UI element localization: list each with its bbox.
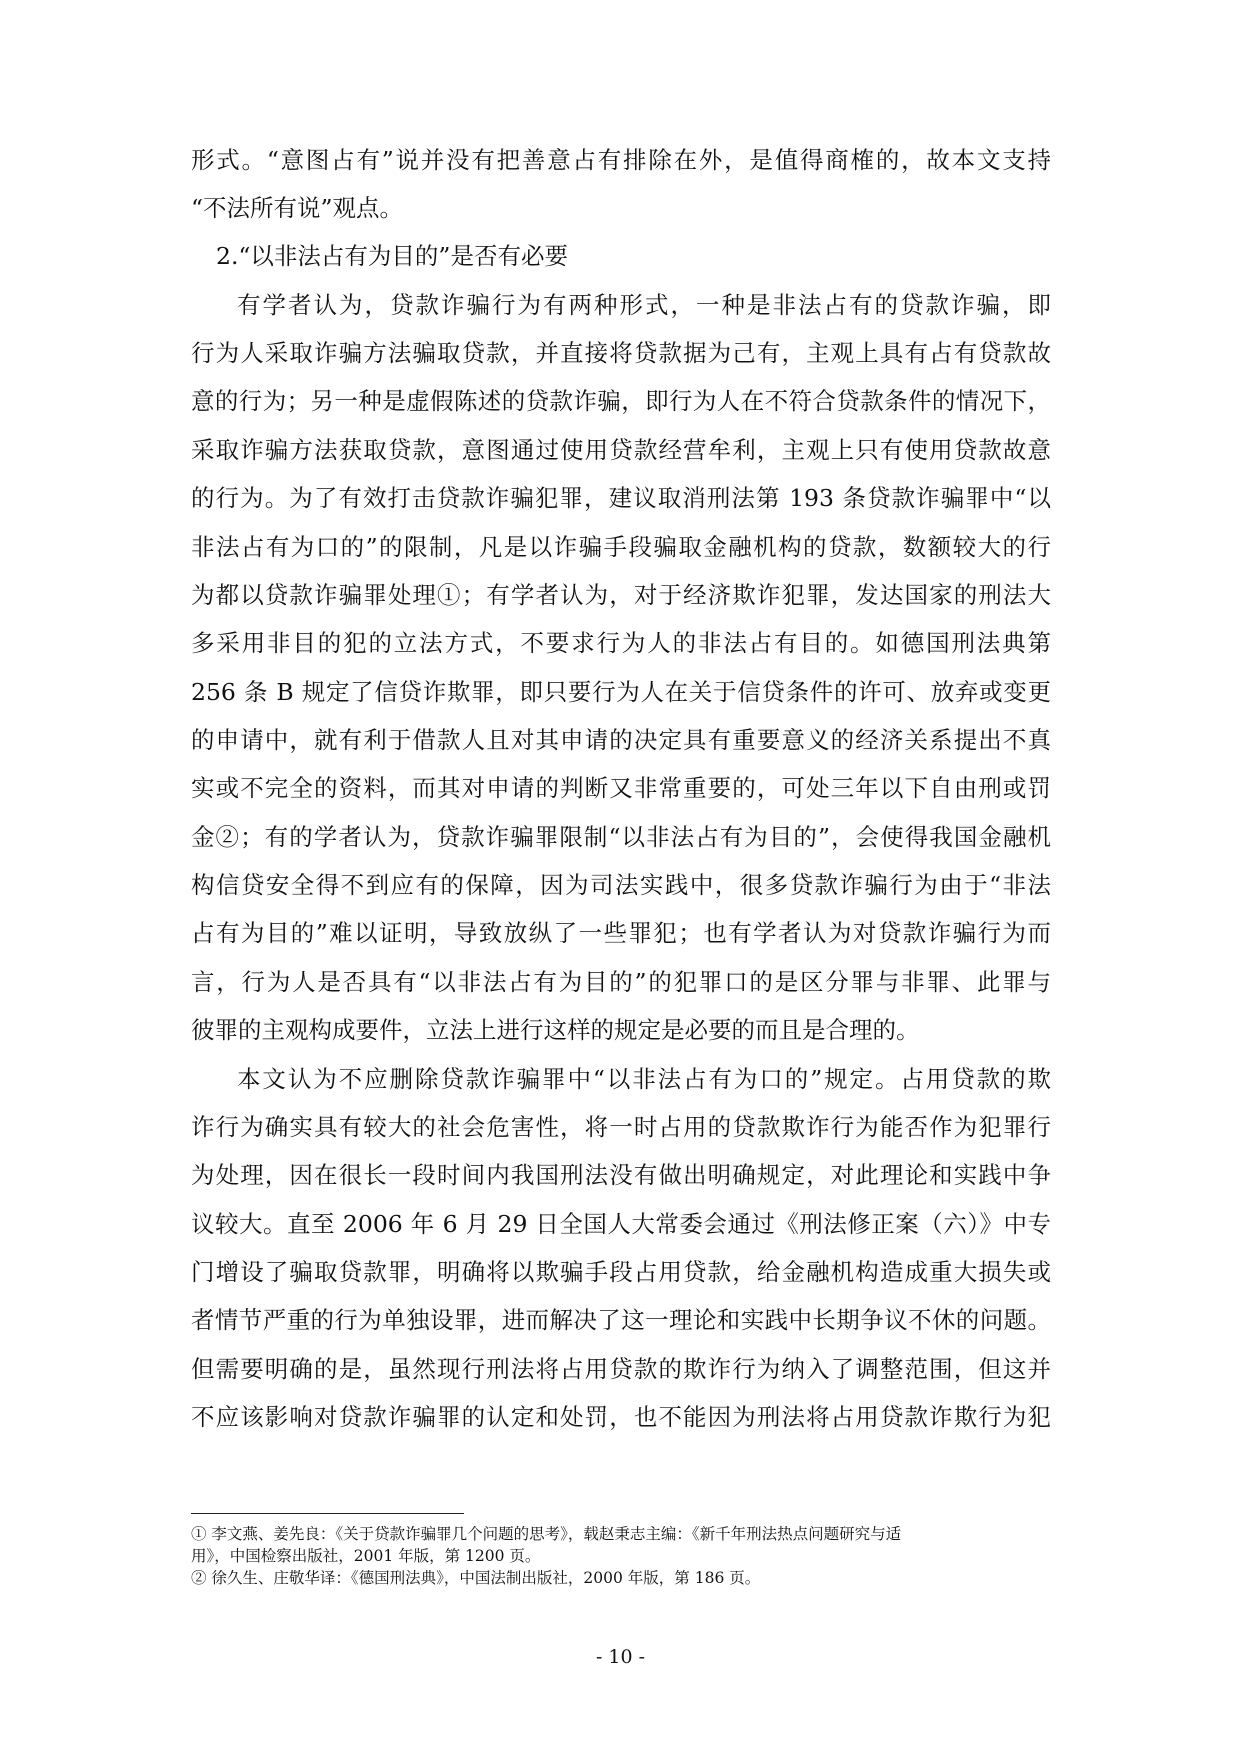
body-line: 的行为。为了有效打击贷款诈骗犯罪，建议取消刑法第 193 条贷款诈骗罪中“以 [191,484,1051,512]
body-line: 但需要明确的是，虽然现行刑法将占用贷款的欺诈行为纳入了调整范围，但这并 [191,1355,1051,1383]
body-line: 256 条 B 规定了信贷诈欺罪，即只要行为人在关于信贷条件的许可、放弃或变更 [191,678,1051,706]
body-line: 实或不完全的资料，而其对申请的判断又非常重要的，可处三年以下自由刑或罚 [191,774,1051,802]
body-line: 诈行为确实具有较大的社会危害性，将一时占用的贷款欺诈行为能否作为犯罪行 [191,1113,1051,1141]
body-line: 彼罪的主观构成要件，立法上进行这样的规定是必要的而且是合理的。 [191,1016,920,1044]
body-line: 议较大。直至 2006 年 6 月 29 日全国人大常委会通过《刑法修正案（六）》中专 [191,1210,1051,1238]
body-line: 意的行为；另一种是虚假陈述的贷款诈骗，即行为人在不符合贷款条件的情况下， [191,387,1051,415]
section-heading: 2.“以非法占有为目的”是否有必要 [216,242,568,270]
body-line: 行为人采取诈骗方法骗取贷款，并直接将贷款据为己有，主观上具有占有贷款故 [191,339,1051,367]
body-line: 金②；有的学者认为，贷款诈骗罪限制“以非法占有为目的”，会使得我国金融机 [191,823,1051,851]
body-line: 有学者认为，贷款诈骗行为有两种形式，一种是非法占有的贷款诈骗，即 [237,291,1051,319]
body-line: 为都以贷款诈骗罪处理①；有学者认为，对于经济欺诈犯罪，发达国家的刑法大 [191,581,1051,609]
body-line: 本文认为不应删除贷款诈骗罪中“以非法占有为口的”规定。占用贷款的欺 [237,1065,1051,1093]
page-number: - 10 - [595,1646,646,1668]
body-line: 形式。“意图占有”说并没有把善意占有排除在外，是值得商榷的，故本文支持 [191,146,1051,174]
body-line: 者情节严重的行为单独设罪，进而解决了这一理论和实践中长期争议不休的问题。 [191,1306,1051,1334]
footnote-divider [191,1513,464,1514]
footnote-1: ① 李文燕、姜先良：《关于贷款诈骗罪几个问题的思考》，载赵秉志主编：《新千年刑法热点问题研究与适 [191,1525,902,1543]
body-line: 采取诈骗方法获取贷款，意图通过使用贷款经营牟利，主观上只有使用贷款故意 [191,436,1051,464]
body-line: 的申请中，就有利于借款人且对其申请的决定具有重要意义的经济关系提出不真 [191,726,1051,754]
body-line: 不应该影响对贷款诈骗罪的认定和处罚，也不能因为刑法将占用贷款诈欺行为犯 [191,1403,1051,1431]
body-line: 占有为目的”难以证明，导致放纵了一些罪犯；也有学者认为对贷款诈骗行为而 [191,919,1051,947]
footnote-1-continued: 用》，中国检察出版社，2001 年版，第 1200 页。 [191,1547,541,1565]
body-line: 构信贷安全得不到应有的保障，因为司法实践中，很多贷款诈骗行为由于“非法 [191,871,1051,899]
body-line: 多采用非目的犯的立法方式，不要求行为人的非法占有目的。如德国刑法典第 [191,629,1051,657]
body-line: “不法所有说”观点。 [191,194,404,222]
footnote-2: ② 徐久生、庄敬华译：《德国刑法典》，中国法制出版社，2000 年版，第 186 页。 [191,1569,761,1587]
body-line: 非法占有为口的”的限制，凡是以诈骗手段骗取金融机构的贷款，数额较大的行 [191,533,1051,561]
body-line: 门增设了骗取贷款罪，明确将以欺骗手段占用贷款，给金融机构造成重大损失或 [191,1258,1051,1286]
body-line: 言，行为人是否具有“以非法占有为目的”的犯罪口的是区分罪与非罪、此罪与 [191,968,1051,996]
body-line: 为处理，因在很长一段时间内我国刑法没有做出明确规定，对此理论和实践中争 [191,1161,1051,1189]
